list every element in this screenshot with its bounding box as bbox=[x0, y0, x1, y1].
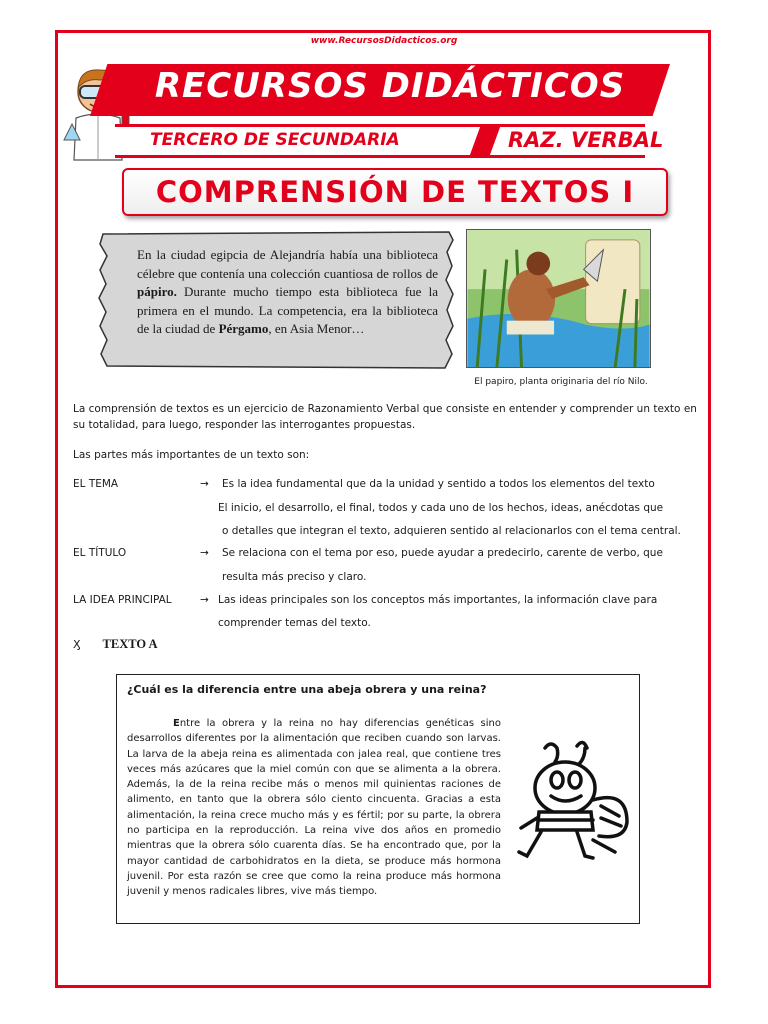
bee-icon bbox=[515, 740, 635, 870]
part-definition: Es la idea fundamental que da la unidad y sentido a todos los elementos del texto bbox=[222, 478, 655, 490]
part-definition: Las ideas principales son los conceptos más importantes, la información clave para bbox=[218, 594, 658, 606]
intro-paragraph: En la ciudad egipcia de Alejandría había una biblioteca célebre que contenía una colección cuantiosa de rollos de pápiro. Durante mucho tiempo esta biblioteca fue la primera en el mundo. La competencia, era la biblioteca de la ciudad de Pérgamo, en Asia Menor… bbox=[137, 247, 438, 336]
site-url[interactable]: www.RecursosDidacticos.org bbox=[310, 36, 458, 46]
page-title: COMPRENSIÓN DE TEXTOS I bbox=[155, 175, 635, 209]
brand-title: RECURSOS DIDÁCTICOS bbox=[154, 66, 626, 106]
part-definition: resulta más preciso y claro. bbox=[222, 571, 367, 583]
papyrus-illustration bbox=[466, 229, 651, 368]
parts-intro: Las partes más importantes de un texto son: bbox=[73, 449, 310, 461]
bullet-icon: Ӽ bbox=[73, 638, 81, 651]
image-caption: El papiro, planta originaria del río Nilo. bbox=[474, 377, 648, 387]
arrow-icon: → bbox=[200, 478, 209, 490]
section-heading: Ӽ TEXTO A bbox=[73, 637, 158, 651]
part-definition: Se relaciona con el tema por eso, puede ayudar a predecirlo, carente de verbo, que bbox=[222, 547, 663, 559]
definition-paragraph: La comprensión de textos es un ejercicio de Razonamiento Verbal que consiste en entender y comprender un texto en su totalidad, para luego, responder las interrogantes propuestas. bbox=[73, 403, 697, 431]
part-definition: o detalles que integran el texto, adquieren sentido al relacionarlos con el tema central. bbox=[222, 525, 681, 537]
part-term: LA IDEA PRINCIPAL bbox=[73, 594, 172, 606]
arrow-icon: → bbox=[200, 547, 209, 559]
reading-question: ¿Cuál es la diferencia entre una abeja obrera y una reina? bbox=[127, 683, 487, 696]
grade-label: TERCERO DE SECUNDARIA bbox=[150, 130, 400, 150]
part-definition: El inicio, el desarrollo, el final, todos y cada uno de los hechos, ideas, anécdotas que bbox=[218, 502, 664, 514]
page-title-box bbox=[122, 168, 668, 216]
subject-label: RAZ. VERBAL bbox=[508, 128, 664, 152]
part-definition: comprender temas del texto. bbox=[218, 617, 371, 629]
arrow-icon: → bbox=[200, 594, 209, 606]
reading-text: Entre la obrera y la reina no hay diferencias genéticas sino desarrollos diferentes por la alimentación que reciben cuando son larvas. La larva de la abeja reina es alimentada con jalea real, que contiene tres veces más azúcares que la miel común con que se alimenta a la obrera. Además, la de la reina recibe más o menos mil quinientas raciones de alimento, en tanto que la obrera sólo ciento cincuenta. Gracias a esta alimentación, la reina crece mucho más y es fértil; por su parte, la obrera no participa en la reproducción. La reina vive dos años en promedio mientras que la obrera sólo cuarenta días. Se ha encontrado que, por la mayor cantidad de carbohidratos en la dieta, se produce más hormona juvenil. Por esta razón se cree que como la reina produce más hormona juvenil y menos radicales libres, vive más tiempo. bbox=[127, 718, 501, 898]
part-term: EL TÍTULO bbox=[73, 547, 127, 559]
part-term: EL TEMA bbox=[73, 478, 119, 490]
